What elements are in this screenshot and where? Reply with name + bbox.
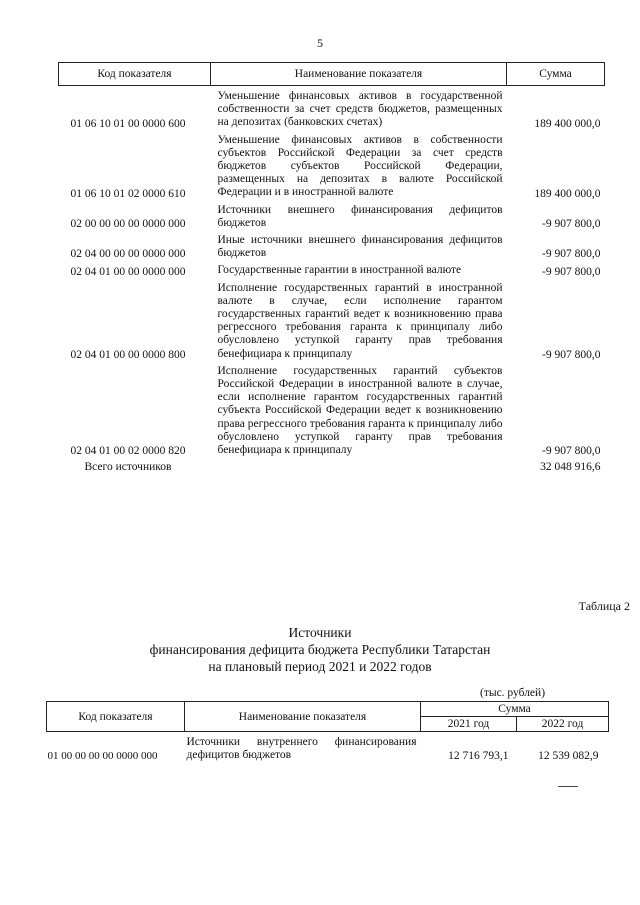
- section-title-line-1: Источники: [288, 625, 352, 640]
- total-name-empty: [211, 457, 507, 473]
- sources-table-planning: [46, 701, 609, 763]
- row-amount: 189 400 000,0: [534, 117, 601, 130]
- row-amount: -9 907 800,0: [542, 248, 601, 261]
- table-row: [59, 86, 605, 130]
- header-year-2021: 2021 год: [421, 717, 517, 732]
- header-name: Наименование показателя: [211, 63, 507, 86]
- row-code: 01 06 10 01 02 0000 610: [70, 187, 186, 200]
- header-name: Наименование показателя: [185, 702, 421, 732]
- row-name: Исполнение государственных гарантий в иностранной валюте в случае, если исполнение гарантом государственных гарантий ведет к возникновению права регрессного требования гаранта к принципалу либо обусловлено уступкой гаранту прав требования бенефициара к принципалу: [217, 281, 503, 360]
- total-label: Всего источников: [84, 461, 172, 474]
- table-row: [59, 200, 605, 230]
- row-name: Источники внешнего финансирования дефицитов бюджетов: [217, 203, 503, 229]
- row-code: 02 04 01 00 00 0000 800: [70, 348, 186, 361]
- header-sum: Сумма: [421, 702, 609, 717]
- row-name: Уменьшение финансовых активов в собственности субъектов Российской Федерации за счет средств бюджетов субъектов Российской Федерации, размещенных на депозитах в валюте Российской Федерации и в иностранной валюте: [217, 133, 503, 199]
- header-year-2022: 2022 год: [517, 717, 609, 732]
- section-title-line-3: на плановый период 2021 и 2022 годов: [208, 659, 432, 674]
- row-code: 02 04 01 00 02 0000 820: [70, 445, 186, 458]
- row-code: 02 04 00 00 00 0000 000: [70, 248, 186, 261]
- header-amount: Сумма: [507, 63, 605, 86]
- table-header-row: [59, 63, 605, 86]
- total-amount: 32 048 916,6: [540, 461, 601, 474]
- row-amount: -9 907 800,0: [542, 348, 601, 361]
- table-row: [59, 278, 605, 361]
- table-row: [59, 361, 605, 457]
- table-header-row: [47, 702, 609, 717]
- total-row: [59, 457, 605, 473]
- row-name: Государственные гарантии в иностранной валюте: [217, 264, 462, 277]
- table-row: [59, 130, 605, 200]
- row-name: Источники внутреннего финансирования дефицитов бюджетов: [186, 736, 417, 762]
- table-row: [59, 260, 605, 277]
- units-note: (тыс. рублей): [480, 687, 546, 699]
- row-amount: -9 907 800,0: [542, 218, 601, 231]
- row-amount-2022: 12 539 082,9: [538, 750, 599, 763]
- table-row: [47, 732, 609, 764]
- row-code: 01 00 00 00 00 0000 000: [47, 750, 158, 763]
- row-amount-2021: 12 716 793,1: [448, 750, 509, 763]
- sources-table-continued: [58, 62, 605, 473]
- row-code: 02 00 00 00 00 0000 000: [70, 218, 186, 231]
- row-amount: 189 400 000,0: [534, 187, 601, 200]
- table-2-label: Таблица 2: [578, 599, 630, 613]
- continuation-dash: [558, 786, 578, 787]
- page-number: 5: [317, 36, 323, 50]
- section-title-line-2: финансирования дефицита бюджета Республики Татарстан: [149, 642, 491, 657]
- table-row: [59, 230, 605, 260]
- header-code: Код показателя: [59, 63, 211, 86]
- row-code: 02 04 01 00 00 0000 000: [70, 265, 186, 278]
- header-code: Код показателя: [47, 702, 185, 732]
- row-name: Уменьшение финансовых активов в государственной собственности за счет средств бюджетов, размещенных на депозитах (банковских счетах): [217, 90, 503, 129]
- row-name: Иные источники внешнего финансирования дефицитов бюджетов: [217, 234, 503, 260]
- row-amount: -9 907 800,0: [542, 445, 601, 458]
- row-name: Исполнение государственных гарантий субъектов Российской Федерации в иностранной валюте в случае, если исполнение гарантом государственных гарантий субъекта Российской Федерации ведет к возникновению права регрессного требования гаранта к принципалу либо обусловлено уступкой гаранту прав требования бенефициара к принципалу: [217, 364, 503, 457]
- row-amount: -9 907 800,0: [542, 265, 601, 278]
- row-code: 01 06 10 01 00 0000 600: [70, 117, 186, 130]
